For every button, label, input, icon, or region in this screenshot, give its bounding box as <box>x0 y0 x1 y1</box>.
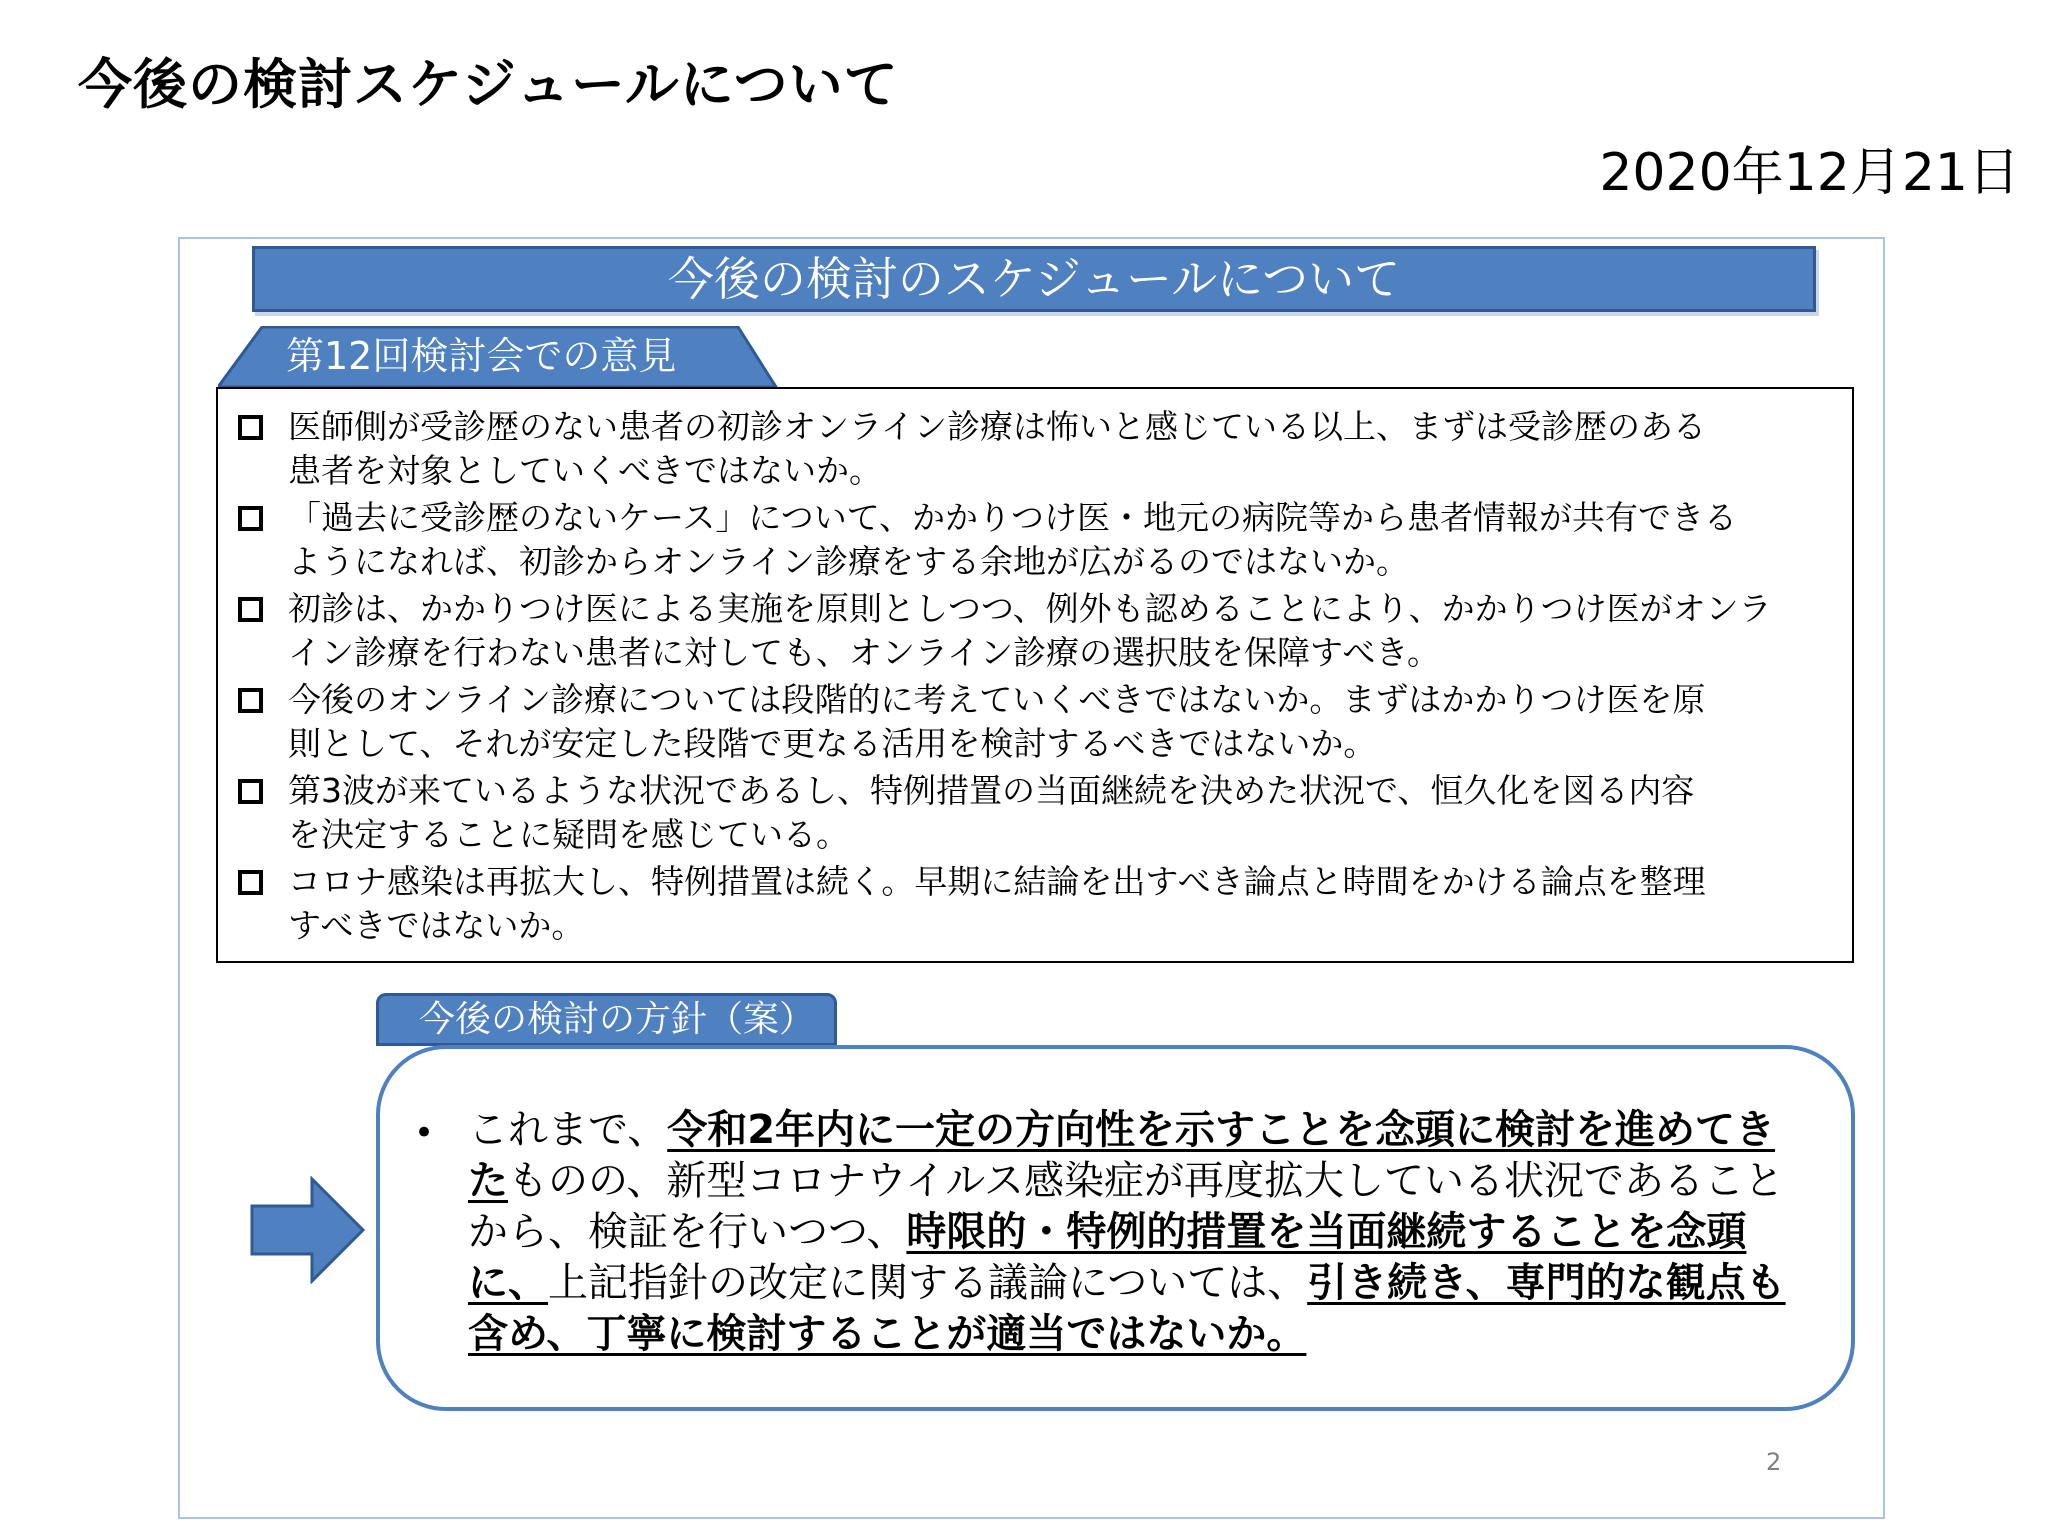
policy-box <box>376 1045 1855 1411</box>
policy-emphasis: 令和2年内に一定の方向性を示すことを念頭に検討を進めてきた <box>468 1107 1776 1204</box>
opinion-line-2: ようになれば、初診からオンライン診療をする余地が広がるのではないか。 <box>288 542 1410 581</box>
policy-text-segment: 上記指針の改定に関する議論については、 <box>548 1260 1308 1306</box>
opinion-line-1: 医師側が受診歴のない患者の初診オンライン診療は怖いと感じている以上、まずは受診歴のある <box>288 407 1707 446</box>
opinion-line-1: コロナ感染は再拡大し、特例措置は続く。早期に結論を出すべき論点と時間をかける論点を整理 <box>288 862 1706 901</box>
square-bullet-icon <box>238 870 263 895</box>
opinion-list <box>236 405 1840 951</box>
opinions-box <box>216 387 1854 963</box>
list-item <box>236 496 1840 584</box>
list-item <box>236 587 1840 675</box>
opinion-line-2: イン診療を行わない患者に対しても、オンライン診療の選択肢を保障すべき。 <box>288 633 1441 672</box>
opinion-line-2: 患者を対象としていくべきではないか。 <box>288 451 882 490</box>
policy-text-segment: ものの、新型コロナウイルス感染症が再度拡大している状況であることから、検証を行いつつ、 <box>468 1158 1784 1255</box>
square-bullet-icon <box>238 779 263 804</box>
opinions-heading-tab <box>218 326 778 387</box>
list-item <box>236 860 1840 948</box>
policy-text <box>468 1105 1798 1360</box>
list-item <box>236 678 1840 766</box>
policy-emphasis: 時限的・特例的措置を当面継続することを念頭に、 <box>468 1209 1747 1306</box>
square-bullet-icon <box>238 688 263 713</box>
policy-heading: 今後の検討の方針（案） <box>376 993 837 1046</box>
opinion-line-2: を決定することに疑問を感じている。 <box>288 815 849 854</box>
page-number: 2 <box>1766 1448 1782 1476</box>
opinion-line-1: 第3波が来ているような状況であるし、特例措置の当面継続を決めた状況で、恒久化を図る内容 <box>288 771 1695 810</box>
list-item <box>236 405 1840 493</box>
page-title: 今後の検討スケジュールについて <box>78 53 899 116</box>
opinion-line-1: 「過去に受診歴のないケース」について、かかりつけ医・地元の病院等から患者情報が共有できる <box>288 498 1738 537</box>
slide-title: 今後の検討のスケジュールについて <box>252 246 1816 312</box>
square-bullet-icon <box>238 506 263 531</box>
opinions-heading: 第12回検討会での意見 <box>286 334 677 378</box>
page-date: 2020年12月21日 <box>1599 143 2020 203</box>
opinion-line-1: 初診は、かかりつけ医による実施を原則としつつ、例外も認めることにより、かかりつけ医がオンラ <box>288 589 1772 628</box>
opinion-line-1: 今後のオンライン診療については段階的に考えていくべきではないか。まずはかかりつけ医を原 <box>288 680 1706 719</box>
opinion-line-2: 則として、それが安定した段階で更なる活用を検討するべきではないか。 <box>288 724 1377 763</box>
square-bullet-icon <box>238 415 263 440</box>
policy-emphasis: 引き続き、専門的な観点も含め、丁寧に検討することが適当ではないか。 <box>468 1260 1786 1357</box>
square-bullet-icon <box>238 597 263 622</box>
bullet-icon: • <box>414 1113 435 1153</box>
opinion-line-2: すべきではないか。 <box>288 906 585 945</box>
policy-text-segment: これまで、 <box>468 1107 668 1153</box>
right-arrow-icon <box>250 1176 366 1284</box>
list-item <box>236 769 1840 857</box>
